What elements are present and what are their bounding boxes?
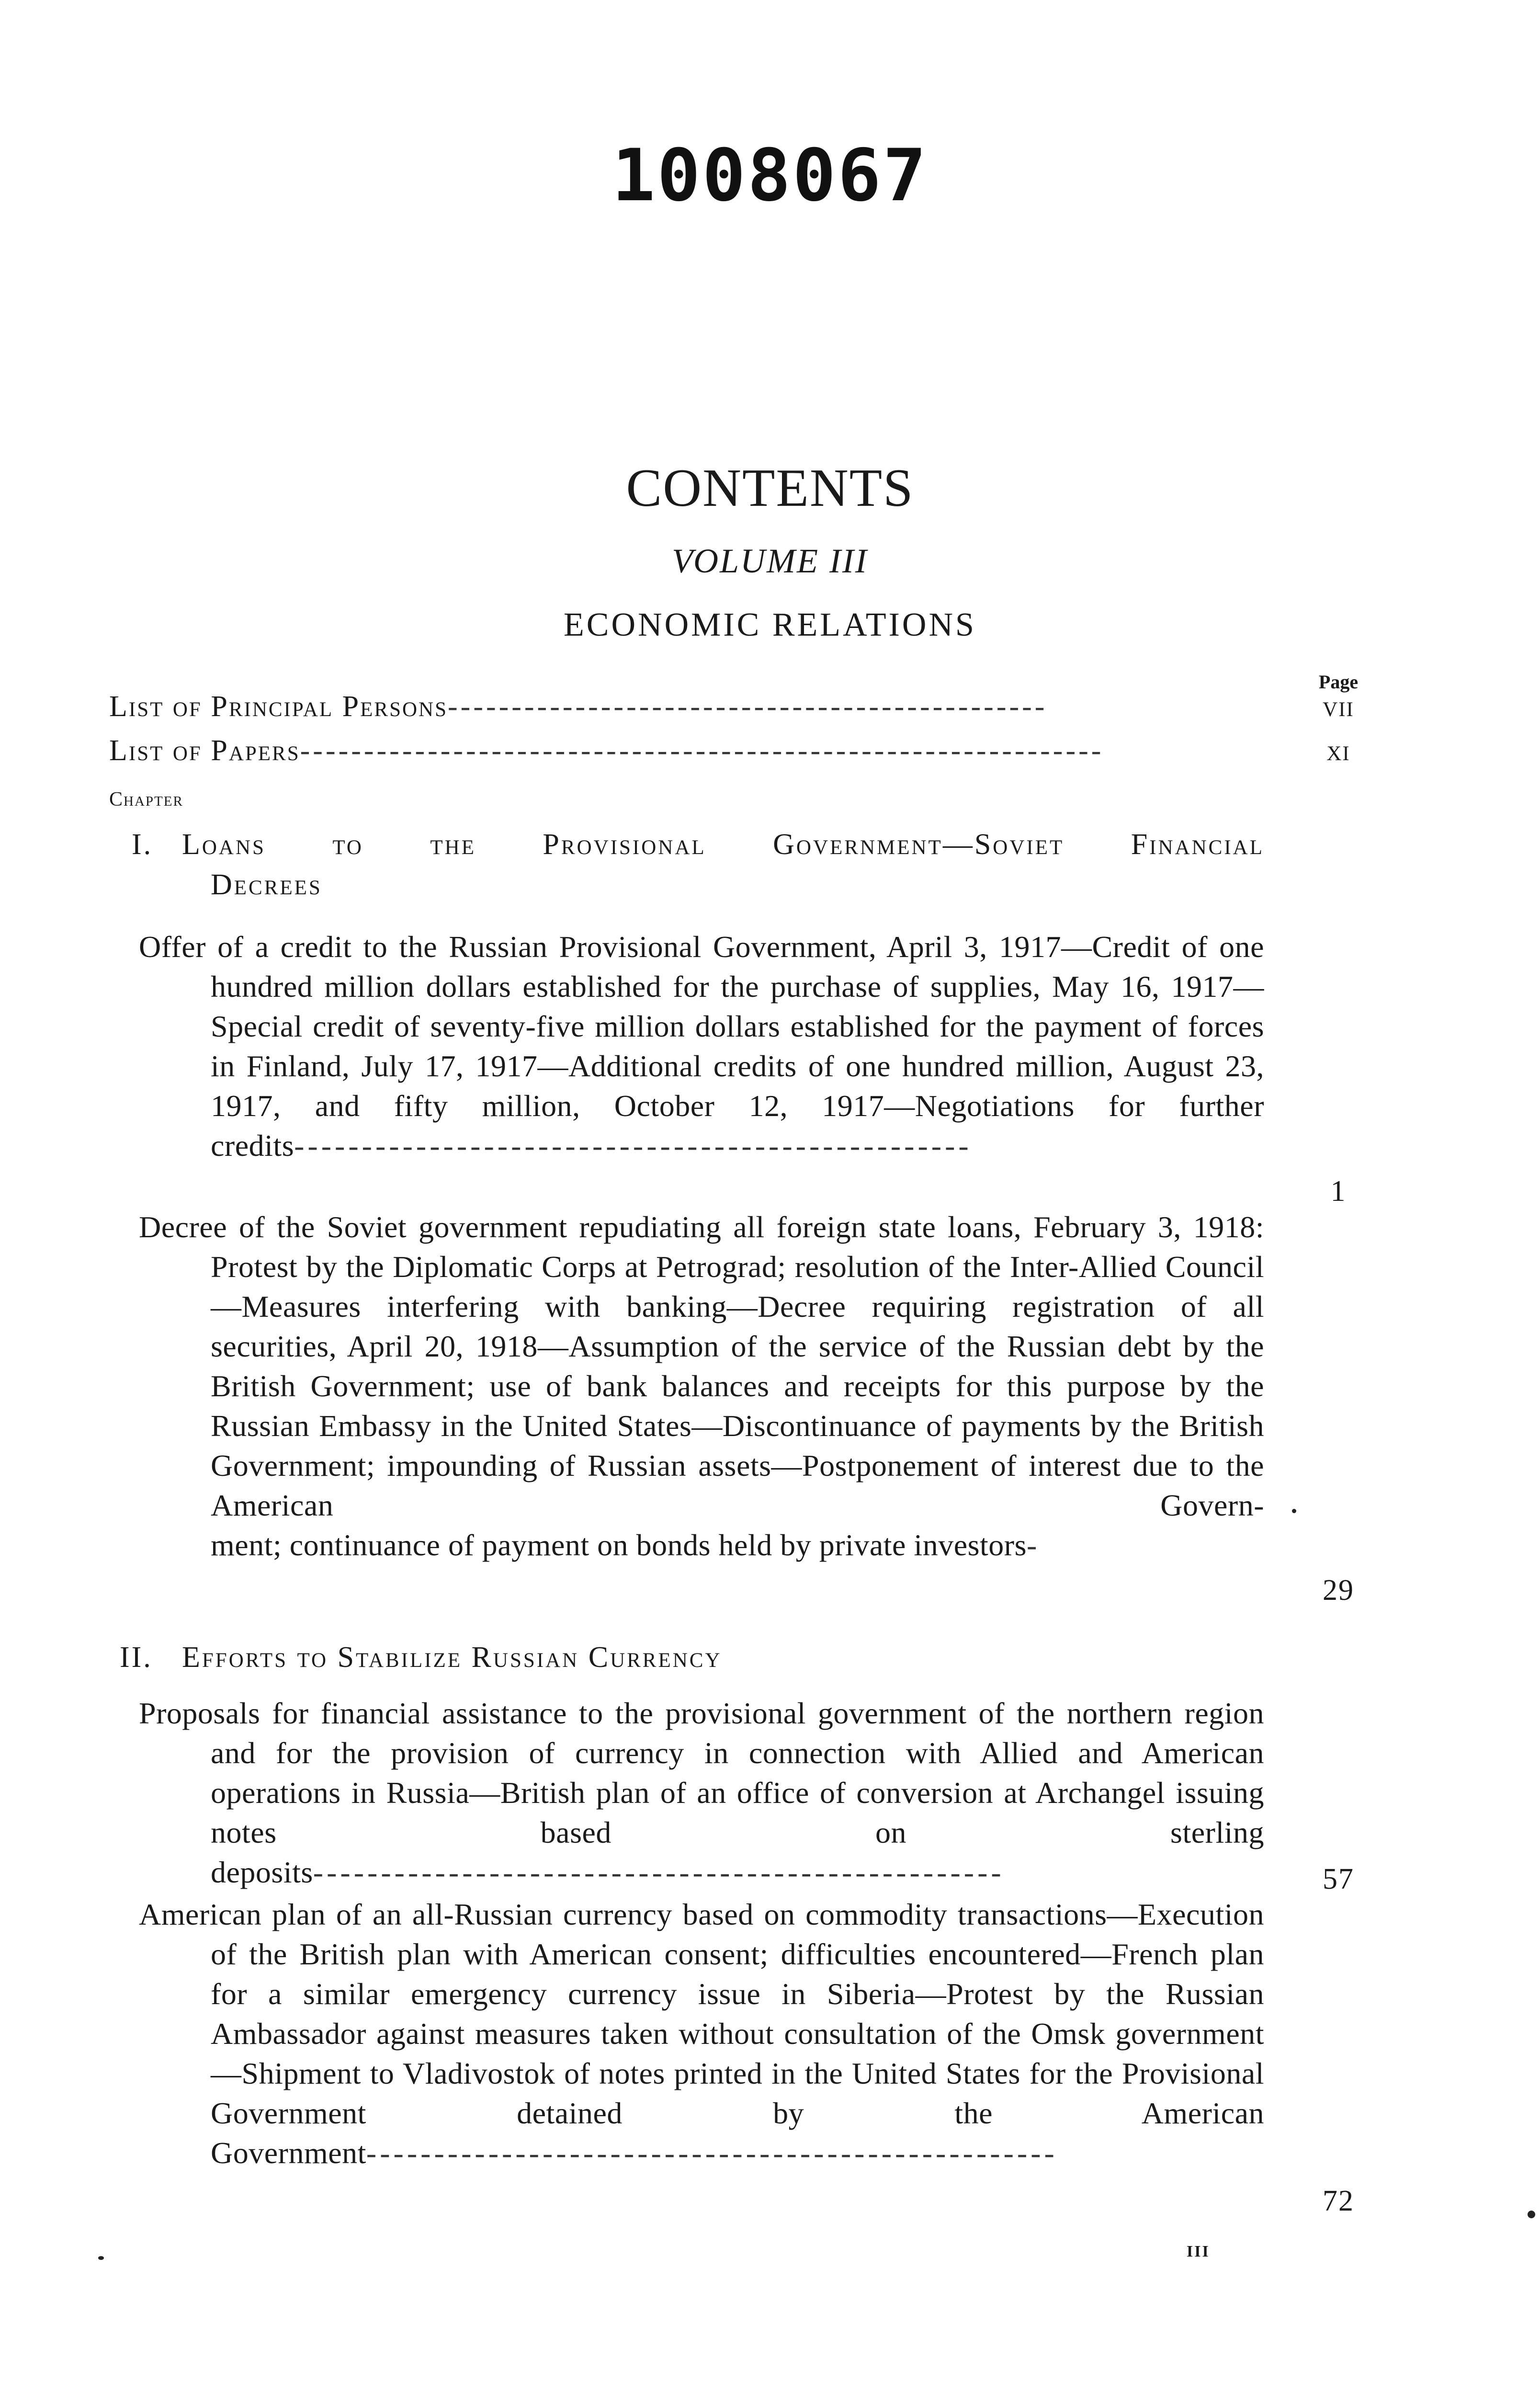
scan-speck [1528, 2211, 1535, 2218]
toc-line-principal-persons [109, 690, 1258, 724]
toc-entry [139, 1894, 1264, 2173]
leader-dots: --------------------------------------------------- [313, 1855, 1005, 1889]
entry-text: Proposals for financial assistance to the provisional government of the northern region and for the provision of currency in connection with Allied and American operations in Russia—British plan of an office of conversion at Archangel issuing notes based on sterling [139, 1696, 1264, 1849]
entry-text: Decree of the Soviet government repudiating all foreign state loans, February 3, 1918: Protest by the Diplomatic Corps at Petrograd; resolution of the Inter-Allied Council—Measures interfering with banking—Decree requiring registration of all securities, April 20, 1918—Assumption of the service of the Russian debt by the British Government; use of bank balances and receipts for this purpose by the Russian Embassy in the United States—Discontinuance of payments by the British Government; impounding of Russian assets—Postponement of interest due to the American Govern- [139, 1210, 1264, 1522]
subject-heading: ECONOMIC RELATIONS [564, 606, 976, 643]
scan-speck [1292, 1509, 1296, 1513]
toc-entry [139, 1207, 1264, 1565]
folio-number: iii [1187, 2236, 1210, 2262]
toc-label: List of Papers [109, 734, 300, 767]
toc-line-list-of-papers [109, 734, 1258, 768]
entry-text: American plan of an all-Russian currency based on commodity transactions—Execution of the British plan with American consent; difficulties encountered—French plan for a similar emergency currency issue in Siberia—Protest by the Russian Ambassador against measures taken without consultation of the Omsk government—Shipment to Vladivostok of notes printed in the United States for the Provisional Government detained by the American [139, 1897, 1264, 2130]
volume-label: VOLUME III [672, 542, 868, 580]
toc-page-number: vii [1323, 690, 1354, 723]
chapter-title: Loans to the Provisional Government—Soviet Financial [182, 828, 1264, 861]
chapter-title: Efforts to Stabilize Russian Currency [182, 1641, 722, 1674]
chapter-title-continued: Decrees [211, 868, 322, 901]
page-column-label: Page [1318, 671, 1359, 693]
toc-page-number: 72 [1323, 2185, 1354, 2217]
toc-entry [139, 1693, 1264, 1892]
entry-text-end: ment; continuance of payment on bonds held by private investors [211, 1528, 1027, 1562]
leader-dots: -------------------------------------------------- [294, 1129, 972, 1163]
leader-dots: - [1027, 1528, 1041, 1562]
toc-page-number: 1 [1330, 1175, 1347, 1208]
toc-page-number: 29 [1323, 1574, 1354, 1607]
toc-page-number: 57 [1323, 1863, 1354, 1895]
chapter-numeral: II. [120, 1641, 153, 1674]
entry-text-end: Government [211, 2136, 366, 2170]
page-title: CONTENTS [626, 458, 914, 518]
scan-speck [98, 2256, 104, 2260]
leader-dots: --------------------------------------------------- [366, 2136, 1058, 2170]
entry-text: Offer of a credit to the Russian Provisional Government, April 3, 1917—Credit of one hundred million dollars established for the purchase of supplies, May 16, 1917—Special credit of seventy-five million dollars established for the payment of forces in Finland, July 17, 1917—Additional credits of one hundred million, August 23, 1917, and fifty million, October 12, 1917—Negotiations for further [139, 930, 1264, 1123]
toc-page-number: xi [1326, 734, 1350, 767]
leader-dots: --------------------------------------------------------------- [300, 734, 1104, 767]
toc-label: List of Principal Persons [109, 690, 448, 723]
leader-dots: ----------------------------------------------- [448, 690, 1048, 723]
chapter-column-label: Chapter [109, 788, 183, 810]
toc-entry [139, 927, 1264, 1165]
stamped-number: 1008067 [611, 134, 929, 217]
chapter-numeral: I. [132, 828, 153, 861]
entry-text-end: credits [211, 1129, 294, 1163]
entry-text-end: deposits [211, 1855, 313, 1889]
